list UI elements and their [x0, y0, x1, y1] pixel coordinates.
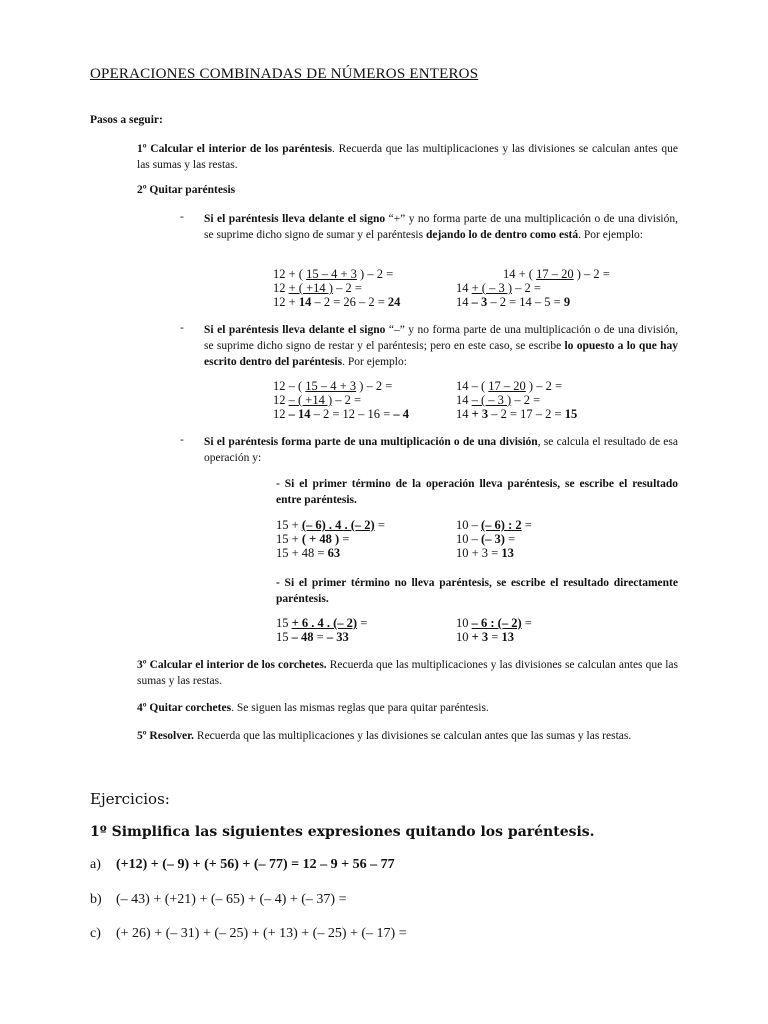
step-1-title: 1º Calcular el interior de los paréntesis	[137, 143, 333, 155]
exercise-1-title: 1º Simplifica las siguientes expresiones quitando los paréntesis.	[90, 824, 595, 840]
step-4-title: 4º Quitar corchetes	[137, 702, 232, 714]
bullet-3-end: , se calcula el resultado de esa operación y:	[204, 436, 678, 464]
eq-text: 15 + 48 =	[276, 546, 328, 560]
exercises-heading: Ejercicios:	[90, 790, 170, 808]
eq-text: 10 –	[456, 532, 481, 546]
eq-text: 12	[273, 281, 289, 295]
eq-text: =	[521, 518, 532, 532]
eq-text: 12	[273, 393, 289, 407]
eq-result: 13	[501, 630, 514, 644]
eq-bold: (– 3)	[481, 532, 505, 546]
eq-bold: 14	[298, 295, 312, 309]
bullet-1-bold2: dejando lo de dentro como está	[425, 229, 579, 241]
example-2	[456, 267, 610, 309]
eq-text: – 2 = 12 – 16 =	[310, 407, 394, 421]
eq-text: – 2 =	[332, 281, 362, 295]
eq-underlined: – ( – 3 )	[471, 393, 512, 407]
bullet-1-bold: Si el paréntesis lleva delante el signo	[204, 213, 386, 225]
example-4	[456, 379, 577, 421]
exercise-label: c)	[90, 926, 101, 941]
exercise-label: b)	[90, 892, 102, 907]
eq-underlined: (– 6) : 2	[481, 518, 522, 532]
bullet-3	[204, 434, 678, 466]
exercise-expression: (+ 26) + (– 31) + (– 25) + (+ 13) + (– 25) + (– 17) =	[116, 926, 407, 941]
step-2	[137, 182, 678, 198]
eq-text: 12 + (	[273, 267, 307, 281]
example-7	[276, 616, 367, 644]
eq-result: 13	[501, 546, 514, 560]
eq-text: 15	[276, 630, 292, 644]
eq-text: 14	[456, 295, 472, 309]
eq-text: 14	[456, 281, 472, 295]
eq-underlined: 15 – 4 + 3	[306, 267, 357, 281]
bullet-2-mid: y no forma parte de una multiplicación o de una división, se suprime dicho signo de restar y el paréntesis; pero en este caso, se escribe	[204, 324, 678, 352]
eq-result: – 33	[326, 630, 349, 644]
eq-text: ) – 2 =	[573, 267, 610, 281]
eq-underlined: + 6 . 4 . (– 2)	[291, 616, 358, 630]
eq-bold: ( + 48 )	[301, 532, 340, 546]
eq-text: 15 +	[276, 532, 302, 546]
bullet-2	[204, 322, 678, 370]
eq-text: 10 –	[456, 518, 481, 532]
eq-underlined: 15 – 4 + 3	[305, 379, 357, 393]
eq-text: 14	[456, 407, 472, 421]
eq-text: – 2 = 26 – 2 =	[311, 295, 388, 309]
eq-text: – 2 =	[512, 281, 541, 295]
step-5	[137, 728, 678, 744]
example-6	[456, 518, 532, 560]
example-3	[273, 379, 409, 421]
step-4-text: . Se siguen las mismas reglas que para quitar paréntesis.	[231, 702, 489, 714]
eq-text: – 2 = 14 – 5 =	[487, 295, 564, 309]
eq-text: 10	[456, 630, 472, 644]
eq-text: =	[313, 630, 327, 644]
eq-result: 63	[327, 546, 341, 560]
exercise-c	[90, 926, 407, 942]
eq-bold: – 14	[288, 407, 311, 421]
eq-text: =	[488, 630, 502, 644]
example-5	[276, 518, 385, 560]
step-1-text: . Recuerda que las multiplicaciones y las divisiones se calculan antes que las sumas y las restas.	[137, 143, 678, 171]
step-4	[137, 700, 678, 716]
example-1	[273, 267, 400, 309]
eq-underlined: 17 – 20	[536, 267, 574, 281]
eq-text: ) – 2 =	[525, 379, 563, 393]
exercise-expression: (– 43) + (+21) + (– 65) + (– 4) + (– 37) =	[116, 892, 347, 907]
steps-heading: Pasos a seguir:	[90, 114, 163, 126]
eq-text: =	[339, 532, 350, 546]
exercise-label: a)	[90, 857, 101, 872]
eq-text: 14 + (	[503, 267, 537, 281]
eq-text: ) – 2 =	[356, 379, 393, 393]
step-3-text: Recuerda que las multiplicaciones y las divisiones se calculan antes que las sumas y las restas.	[137, 659, 678, 687]
eq-text: 12	[273, 407, 289, 421]
bullet-1-end: . Por ejemplo:	[578, 229, 643, 241]
eq-result: 15	[564, 407, 578, 421]
exercise-expression: (+12) + (– 9) + (+ 56) + (– 77) = 12 – 9 + 56 – 77	[116, 857, 395, 872]
eq-underlined: – ( +14 )	[288, 393, 333, 407]
bullet-1	[204, 211, 678, 243]
eq-text: 15	[276, 616, 292, 630]
bullet-2-sign: “–”	[385, 324, 405, 336]
eq-text: 12 – (	[273, 379, 306, 393]
sub-rule-1: - Si el primer término de la operación lleva paréntesis, se escribe el resultado entre paréntesis.	[276, 478, 678, 506]
eq-text: 10 + 3 =	[456, 546, 502, 560]
bullet-3-bold: Si el paréntesis forma parte de una multiplicación o de una división	[204, 436, 538, 448]
eq-underlined: + ( +14 )	[288, 281, 333, 295]
eq-underlined: + ( – 3 )	[471, 281, 512, 295]
eq-result: 9	[563, 295, 571, 309]
eq-text: – 2 =	[332, 393, 362, 407]
eq-text: =	[374, 518, 385, 532]
step-2-title: 2º Quitar paréntesis	[137, 184, 236, 196]
eq-bold: + 3	[471, 407, 489, 421]
bullet-3-dash: -	[180, 434, 184, 446]
eq-text: =	[521, 616, 532, 630]
eq-text: – 2 =	[511, 393, 541, 407]
eq-text: =	[357, 616, 368, 630]
step-3-title: 3º Calcular el interior de los corchetes.	[137, 659, 327, 671]
bullet-1-dash: -	[180, 211, 184, 223]
eq-text: – 2 = 17 – 2 =	[488, 407, 565, 421]
eq-result: 24	[387, 295, 401, 309]
eq-result: – 4	[393, 407, 409, 421]
eq-text: 12 +	[273, 295, 299, 309]
eq-bold: + 3	[471, 630, 489, 644]
step-5-title: 5º Resolver.	[137, 730, 195, 742]
sub-rule-2: - Si el primer término no lleva paréntesis, se escribe el resultado directamente paréntesis.	[276, 577, 678, 605]
exercise-a	[90, 857, 395, 873]
step-1	[137, 141, 678, 173]
page-title: OPERACIONES COMBINADAS DE NÚMEROS ENTEROS	[90, 66, 479, 82]
bullet-2-bold: Si el paréntesis lleva delante el signo	[204, 324, 386, 336]
eq-bold: – 48	[291, 630, 314, 644]
bullet-2-bold2: lo opuesto a lo que hay escrito dentro del paréntesis	[204, 340, 678, 368]
exercise-b	[90, 892, 347, 908]
eq-text: ) – 2 =	[356, 267, 394, 281]
step-5-text: Recuerda que las multiplicaciones y las divisiones se calculan antes que las sumas y las restas.	[194, 730, 632, 742]
eq-bold: – 3	[471, 295, 488, 309]
eq-text: 10	[456, 616, 472, 630]
eq-text: 15 +	[276, 518, 302, 532]
step-3	[137, 657, 678, 689]
bullet-2-dash: -	[180, 322, 184, 334]
example-8	[456, 616, 532, 644]
eq-underlined: – 6 : (– 2)	[471, 616, 522, 630]
bullet-2-end: . Por ejemplo:	[342, 356, 407, 368]
eq-underlined: 17 – 20	[488, 379, 526, 393]
eq-text: =	[504, 532, 516, 546]
bullet-1-sign: “+”	[385, 213, 406, 225]
bullet-1-mid: y no forma parte de una multiplicación o de una división, se suprime dicho signo de sumar y el paréntesis	[204, 213, 678, 241]
eq-text: 14 – (	[456, 379, 489, 393]
eq-text: 14	[456, 393, 472, 407]
eq-underlined: (– 6) . 4 . (– 2)	[301, 518, 375, 532]
